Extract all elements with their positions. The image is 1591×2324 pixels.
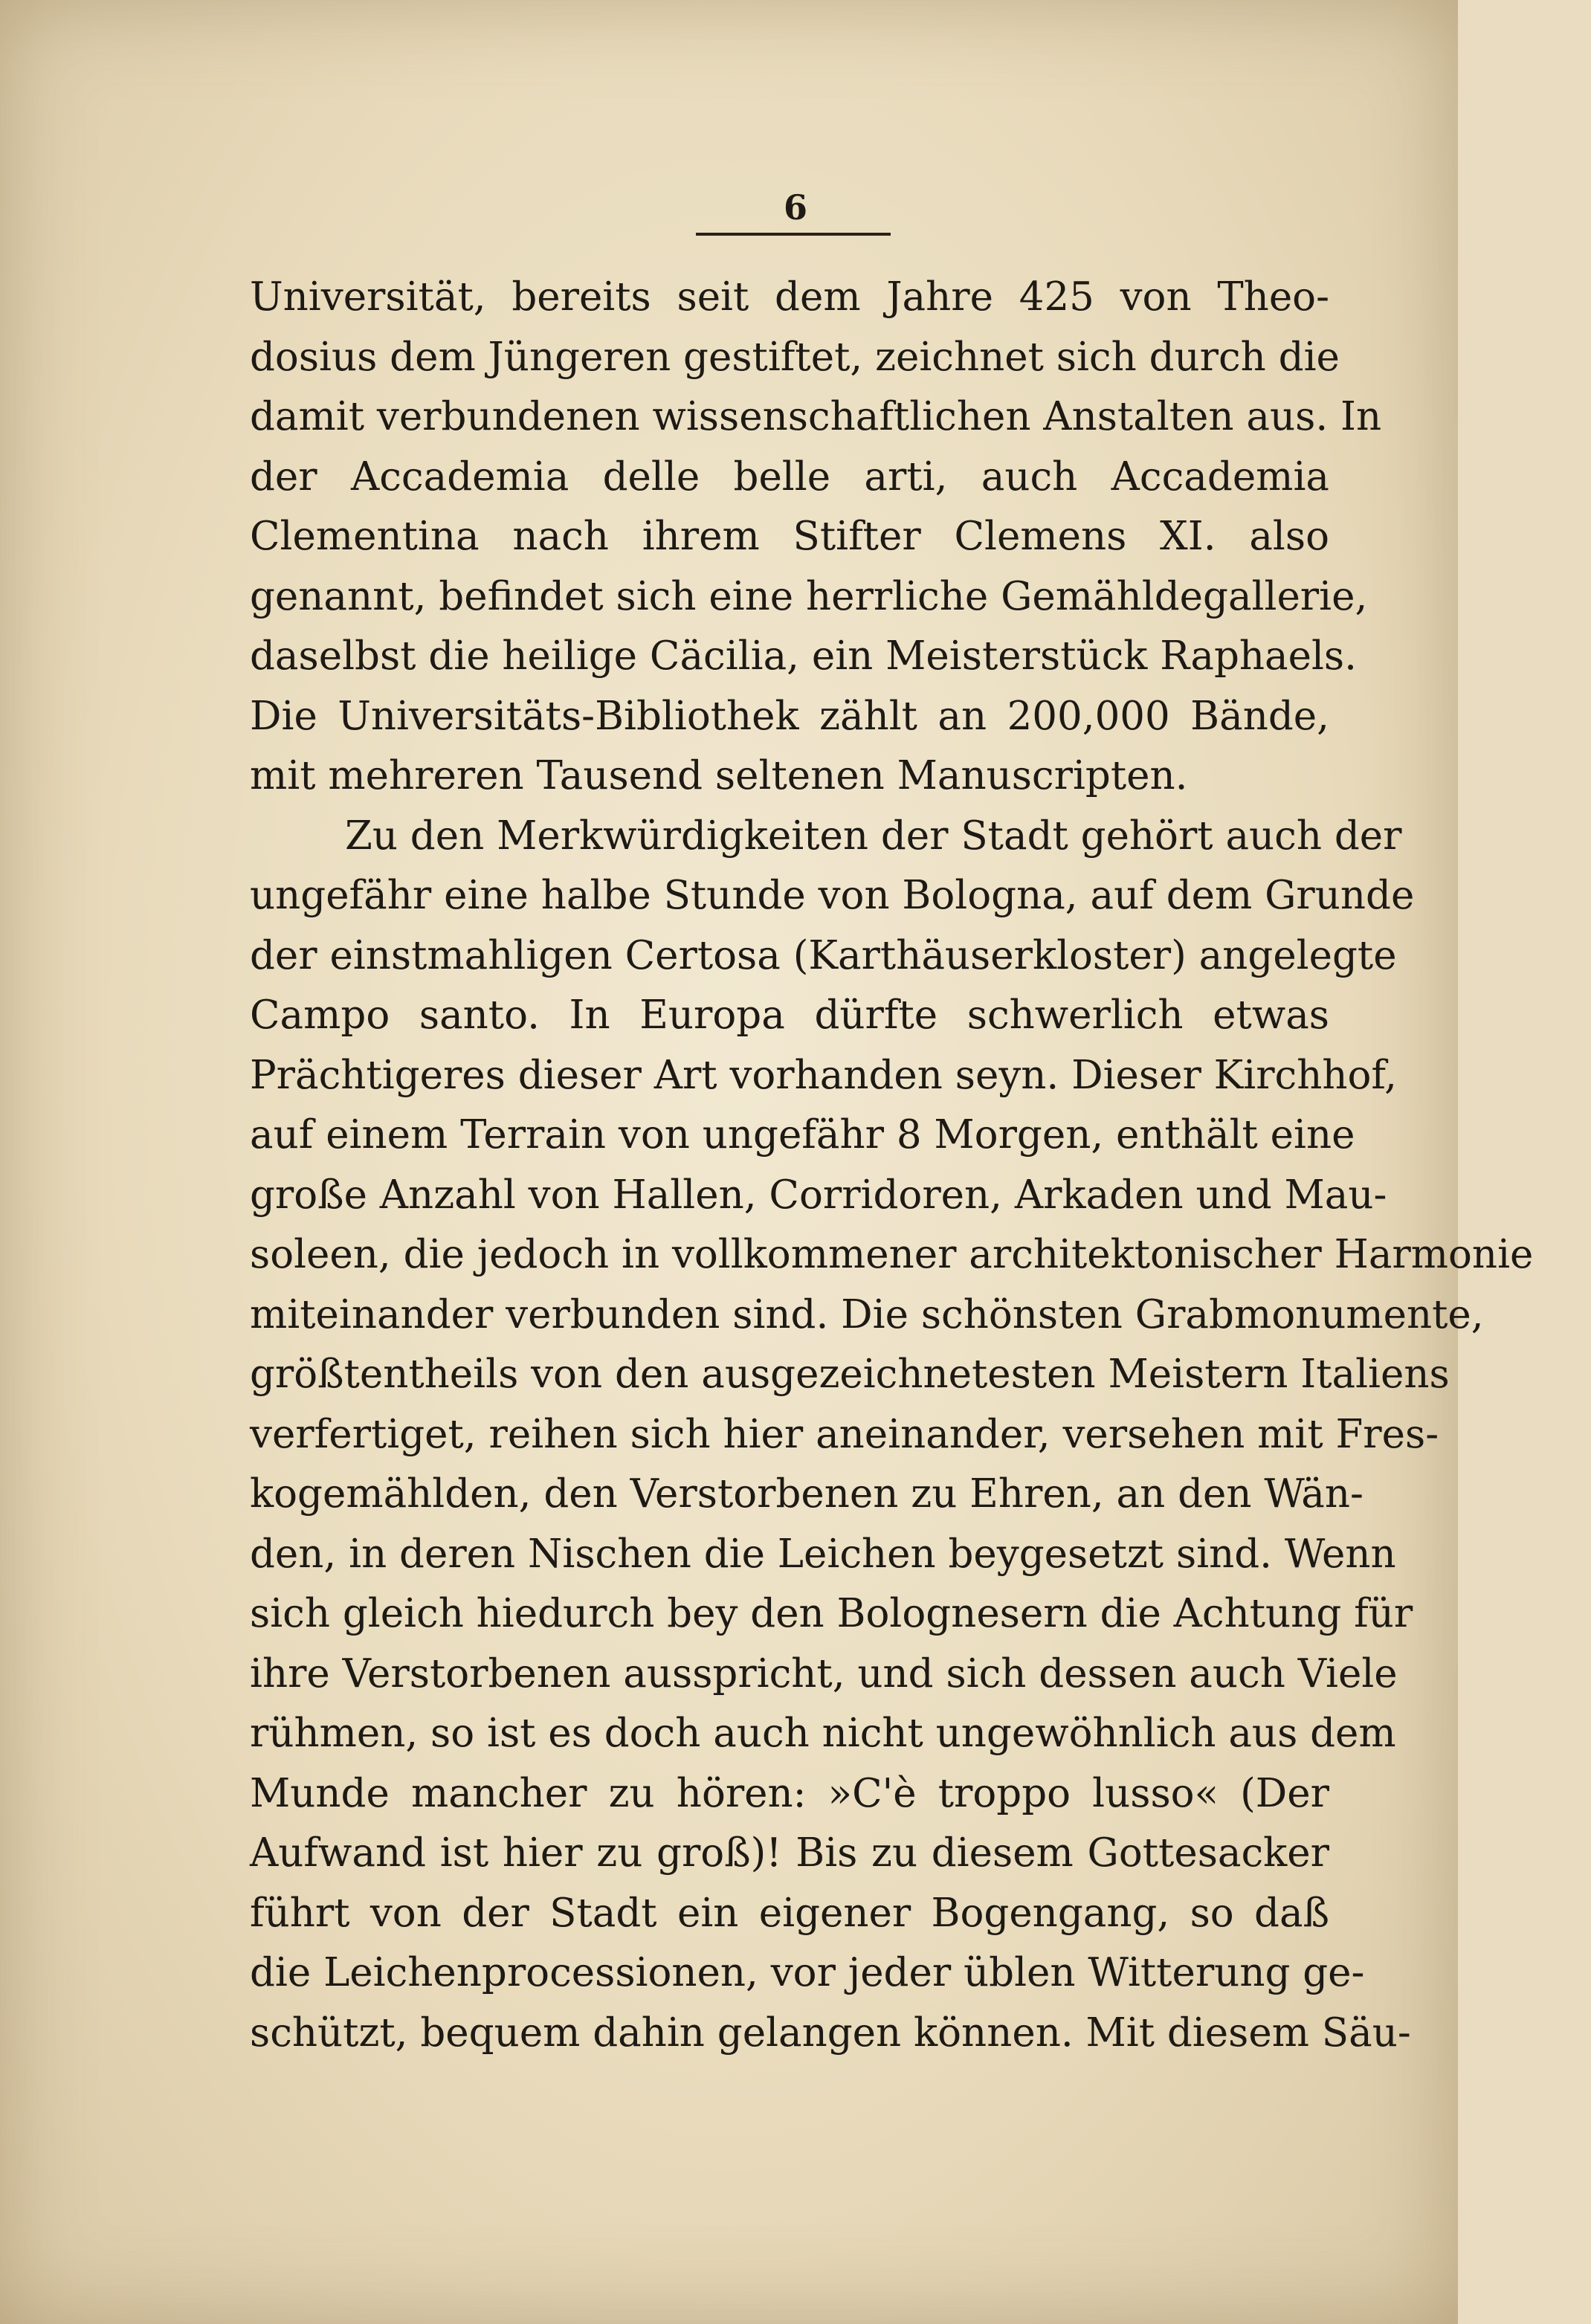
text-line: der einstmahligen Certosa (Karthäuserkloster) angelegte bbox=[250, 932, 1397, 978]
text-line: große Anzahl von Hallen, Corridoren, Arkaden und Mau- bbox=[250, 1172, 1387, 1218]
text-line: ungefähr eine halbe Stunde von Bologna, auf dem Grunde bbox=[250, 873, 1415, 918]
text-line: Campo santo. In Europa dürfte schwerlich etwas bbox=[250, 992, 1329, 1038]
text-line: sich gleich hiedurch bey den Bolognesern die Achtung für bbox=[250, 1591, 1413, 1636]
text-line: Prächtigeres dieser Art vorhanden seyn. Dieser Kirchhof, bbox=[250, 1052, 1397, 1098]
text-line: genannt, befindet sich eine herrliche Gemähldegallerie, bbox=[250, 573, 1368, 619]
text-line: Die Universitäts-Bibliothek zählt an 200,000 Bände, bbox=[250, 693, 1329, 739]
text-line: die Leichenprocessionen, vor jeder üblen Witterung ge- bbox=[250, 1950, 1365, 1995]
text-line: auf einem Terrain von ungefähr 8 Morgen, enthält eine bbox=[250, 1112, 1355, 1158]
text-line: damit verbundenen wissenschaftlichen Anstalten aus. In bbox=[250, 394, 1382, 439]
text-line: Zu den Merkwürdigkeiten der Stadt gehört auch der bbox=[345, 813, 1402, 859]
text-line: der Accademia delle belle arti, auch Accademia bbox=[250, 453, 1329, 500]
text-line: Munde mancher zu hören: »C'è troppo lusso« (Der bbox=[250, 1770, 1329, 1816]
text-line: führt von der Stadt ein eigener Bogengang, so daß bbox=[250, 1890, 1329, 1936]
text-line: soleen, die jedoch in vollkommener architektonischer Harmonie bbox=[250, 1232, 1534, 1277]
text-line: mit mehreren Tausend seltenen Manuscripten. bbox=[250, 753, 1188, 798]
text-line: kogemählden, den Verstorbenen zu Ehren, an den Wän- bbox=[250, 1471, 1364, 1517]
text-line: größtentheils von den ausgezeichnetesten Meistern Italiens bbox=[250, 1352, 1450, 1397]
text-line: rühmen, so ist es doch auch nicht ungewöhnlich aus dem bbox=[250, 1711, 1396, 1756]
text-line: schützt, bequem dahin gelangen können. Mit diesem Säu- bbox=[250, 2010, 1411, 2056]
text-line: Aufwand ist hier zu groß)! Bis zu diesem Gottesacker bbox=[250, 1830, 1329, 1876]
text-line: miteinander verbunden sind. Die schönsten Grabmonumente, bbox=[250, 1291, 1484, 1337]
text-line: Clementina nach ihrem Stifter Clemens XI. also bbox=[250, 514, 1329, 559]
body-text bbox=[250, 268, 1534, 2063]
text-line: verfertiget, reihen sich hier aneinander, versehen mit Fres- bbox=[250, 1411, 1439, 1457]
text-line: daselbst die heilige Cäcilia, ein Meisterstück Raphaels. bbox=[250, 633, 1357, 679]
text-line: dosius dem Jüngeren gestiftet, zeichnet sich durch die bbox=[250, 334, 1340, 380]
header-rule bbox=[696, 233, 891, 236]
text-line: ihre Verstorbenen ausspricht, und sich dessen auch Viele bbox=[250, 1650, 1398, 1697]
text-line: Universität, bereits seit dem Jahre 425 von Theo- bbox=[250, 274, 1329, 320]
page-number: 6 bbox=[783, 187, 807, 227]
text-line: den, in deren Nischen die Leichen beygesetzt sind. Wenn bbox=[250, 1531, 1396, 1577]
